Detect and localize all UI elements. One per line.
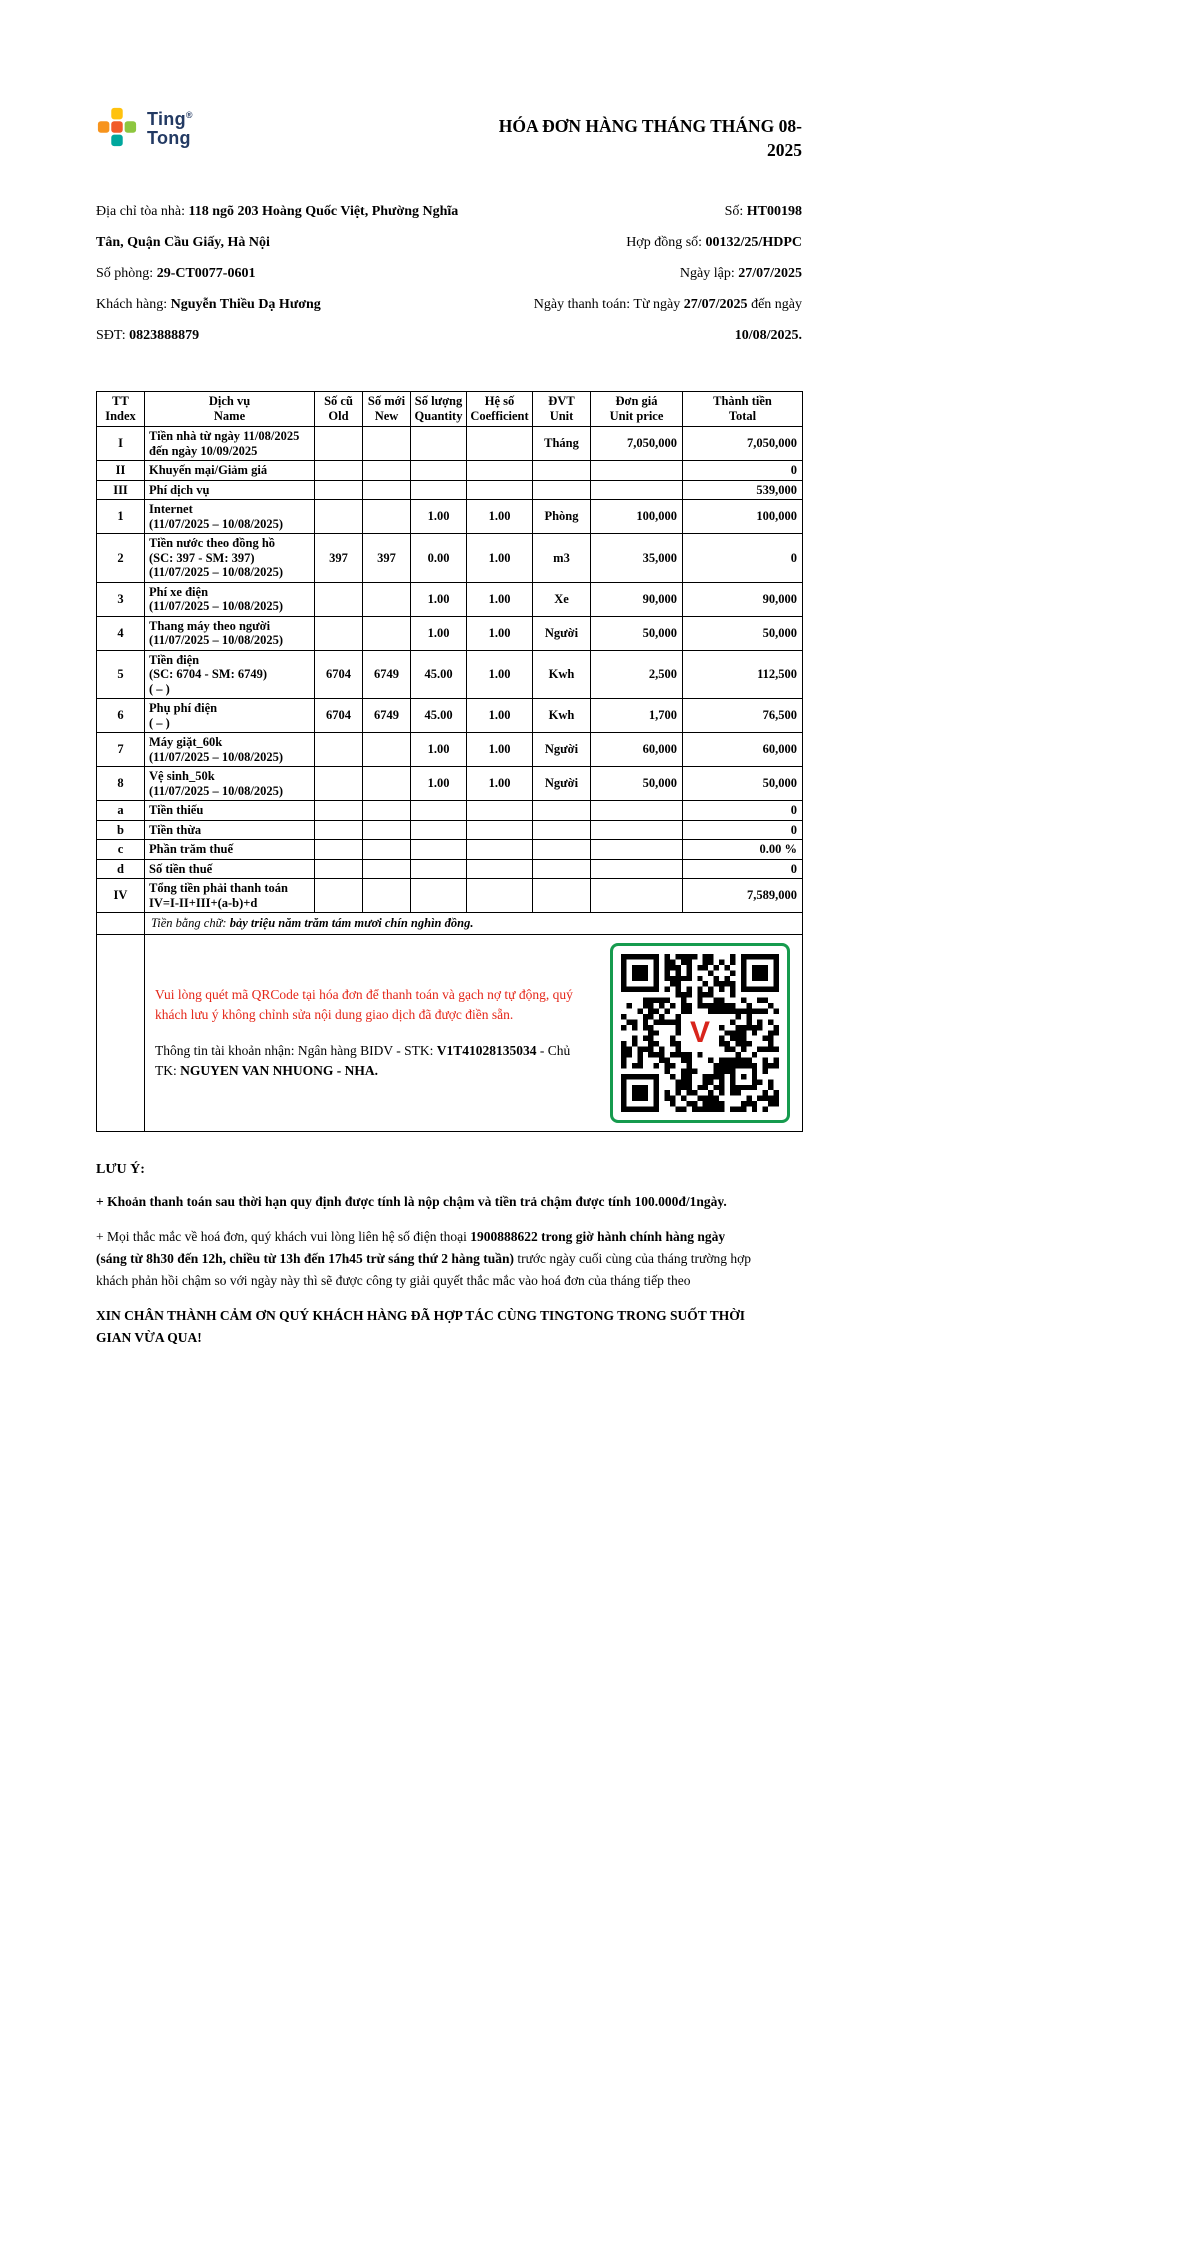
- cell-new: [363, 461, 411, 481]
- invoice-document: [96, 106, 802, 1349]
- payment-qr-code: [610, 943, 790, 1123]
- text-run: V1T41028135034: [436, 1042, 537, 1058]
- room-number-line: [96, 258, 488, 289]
- amount-in-words: [145, 913, 803, 935]
- cell-qty: 1.00: [411, 733, 467, 767]
- cell-price: 2,500: [591, 650, 683, 699]
- cell-old: [315, 582, 363, 616]
- cell-unit: Kwh: [533, 650, 591, 699]
- cell-unit: Kwh: [533, 699, 591, 733]
- registered-mark: ®: [185, 110, 193, 120]
- cell-qty: [411, 879, 467, 913]
- cell-coef: 1.00: [467, 767, 533, 801]
- cell-unit: Phòng: [533, 500, 591, 534]
- cell-old: [315, 801, 363, 821]
- text-line: 2025: [767, 140, 802, 160]
- table-row-II: [97, 461, 803, 481]
- cell-old: [315, 500, 363, 534]
- issue-date-line: [502, 258, 802, 289]
- cell-price: 50,000: [591, 767, 683, 801]
- cell-price: [591, 801, 683, 821]
- qr-center-logo: V: [682, 1015, 718, 1051]
- cell-price: 60,000: [591, 733, 683, 767]
- cell-old: 6704: [315, 699, 363, 733]
- cell-old: [315, 859, 363, 879]
- text-run: NGUYEN VAN NHUONG - NHA.: [180, 1062, 379, 1078]
- text-run: Ngày thanh toán: Từ ngày: [533, 297, 684, 312]
- text-run: 118 ngõ 203 Hoàng Quốc Việt, Phường Nghĩa Tân, Quận Cầu Giấy, Hà Nội: [96, 204, 459, 250]
- cell-total: 60,000: [683, 733, 803, 767]
- qr-section: [145, 934, 803, 1131]
- cell-qty: [411, 820, 467, 840]
- cell-total: 76,500: [683, 699, 803, 733]
- cell-unit: Người: [533, 733, 591, 767]
- text-run: 0823888879: [129, 328, 200, 343]
- column-header-coef: Hệ số Coefficient: [467, 392, 533, 427]
- cell-index: I: [97, 427, 145, 461]
- text-run: 00132/25/HDPC: [705, 235, 802, 250]
- cell-new: [363, 616, 411, 650]
- contract-number-line: [502, 227, 802, 258]
- cell-new: [363, 582, 411, 616]
- cell-index: 3: [97, 582, 145, 616]
- cell-total: 50,000: [683, 616, 803, 650]
- cell-price: 90,000: [591, 582, 683, 616]
- cell-index: d: [97, 859, 145, 879]
- cell-name: Tiền thiếu: [145, 801, 315, 821]
- cell-coef: 1.00: [467, 500, 533, 534]
- invoice-table-header-row: [97, 392, 803, 427]
- cell-qty: [411, 840, 467, 860]
- cell-new: [363, 859, 411, 879]
- tingtong-logo-text: [147, 106, 193, 148]
- cell-name: Máy giặt_60k (11/07/2025 – 10/08/2025): [145, 733, 315, 767]
- cell-name: Phần trăm thuế: [145, 840, 315, 860]
- cell-price: [591, 820, 683, 840]
- cell-index: 4: [97, 616, 145, 650]
- table-row-I: [97, 427, 803, 461]
- invoice-title: [499, 114, 802, 162]
- cell-new: [363, 500, 411, 534]
- qr-row: [97, 934, 803, 1131]
- invoice-table: [96, 391, 803, 1132]
- cell-price: 35,000: [591, 534, 683, 583]
- column-header-tt: TT Index: [97, 392, 145, 427]
- customer-name-line: [96, 289, 488, 320]
- text-run: Địa chỉ tòa nhà:: [96, 204, 189, 219]
- cell-qty: [411, 461, 467, 481]
- cell-old: 397: [315, 534, 363, 583]
- text-run: 29-CT0077-0601: [156, 266, 256, 281]
- column-header-qty: Số lượng Quantity: [411, 392, 467, 427]
- table-row-a: [97, 801, 803, 821]
- cell-old: [315, 879, 363, 913]
- text-run: HT00198: [746, 204, 802, 219]
- cell-unit: [533, 480, 591, 500]
- customer-info: [96, 196, 488, 351]
- cell-total: 0: [683, 820, 803, 840]
- cell-price: [591, 480, 683, 500]
- cell-qty: 0.00: [411, 534, 467, 583]
- cell-total: 0: [683, 801, 803, 821]
- table-row-d: [97, 859, 803, 879]
- cell-name: Tiền nước theo đồng hồ (SC: 397 - SM: 397) (11/07/2025 – 10/08/2025): [145, 534, 315, 583]
- invoice-info: [96, 196, 802, 351]
- cell-index: IV: [97, 879, 145, 913]
- cell-qty: 1.00: [411, 582, 467, 616]
- text-run: 27/07/2025: [683, 297, 748, 312]
- table-row-5: [97, 650, 803, 699]
- cell-name: Thang máy theo người (11/07/2025 – 10/08/2025): [145, 616, 315, 650]
- cell-coef: [467, 820, 533, 840]
- cell-name: Khuyến mại/Giảm giá: [145, 461, 315, 481]
- cell-coef: 1.00: [467, 699, 533, 733]
- cell-total: 112,500: [683, 650, 803, 699]
- cell-total: 0.00 %: [683, 840, 803, 860]
- cell-name: Số tiền thuế: [145, 859, 315, 879]
- cell-old: [315, 840, 363, 860]
- cell-unit: [533, 801, 591, 821]
- cell-index: III: [97, 480, 145, 500]
- cell-coef: [467, 801, 533, 821]
- cell-coef: [467, 879, 533, 913]
- cell-coef: [467, 480, 533, 500]
- column-header-unit: ĐVT Unit: [533, 392, 591, 427]
- column-header-name: Dịch vụ Name: [145, 392, 315, 427]
- cell-old: [315, 616, 363, 650]
- cell-index: 1: [97, 500, 145, 534]
- cell-unit: [533, 461, 591, 481]
- column-header-total: Thành tiền Total: [683, 392, 803, 427]
- text-run: SĐT:: [96, 328, 130, 343]
- cell-new: 397: [363, 534, 411, 583]
- cell-total: 539,000: [683, 480, 803, 500]
- phone-line: [96, 320, 488, 351]
- empty-index-cell: [97, 913, 145, 935]
- cell-index: 8: [97, 767, 145, 801]
- cell-name: Phí xe điện (11/07/2025 – 10/08/2025): [145, 582, 315, 616]
- text-run: 1900888622 trong giờ hành chính hàng ngày (sáng từ 8h30 đến 12h, chiều từ 13h đến 17h45 trừ sáng thứ 2 hàng tuần): [96, 1228, 726, 1266]
- column-header-old: Số cũ Old: [315, 392, 363, 427]
- cell-price: 50,000: [591, 616, 683, 650]
- cell-index: a: [97, 801, 145, 821]
- cell-name: Tổng tiền phải thanh toán IV=I-II+III+(a-b)+d: [145, 879, 315, 913]
- cell-unit: Xe: [533, 582, 591, 616]
- cell-qty: [411, 859, 467, 879]
- cell-index: 2: [97, 534, 145, 583]
- late-payment-note: + Khoản thanh toán sau thời hạn quy định được tính là nộp chậm và tiền trả chậm được tính 100.000đ/1ngày.: [96, 1193, 727, 1209]
- cell-total: 7,050,000: [683, 427, 803, 461]
- cell-total: 0: [683, 534, 803, 583]
- cell-old: 6704: [315, 650, 363, 699]
- table-row-b: [97, 820, 803, 840]
- cell-name: Phí dịch vụ: [145, 480, 315, 500]
- cell-old: [315, 767, 363, 801]
- cell-qty: 45.00: [411, 699, 467, 733]
- cell-new: [363, 840, 411, 860]
- cell-new: 6749: [363, 699, 411, 733]
- cell-new: [363, 480, 411, 500]
- table-row-6: [97, 699, 803, 733]
- cell-coef: 1.00: [467, 582, 533, 616]
- table-row-IV: [97, 879, 803, 913]
- cell-coef: [467, 461, 533, 481]
- payment-period-line: [502, 289, 802, 351]
- invoice-header: [96, 106, 802, 162]
- cell-unit: [533, 859, 591, 879]
- cell-index: b: [97, 820, 145, 840]
- cell-price: 100,000: [591, 500, 683, 534]
- cell-old: [315, 461, 363, 481]
- cell-new: [363, 820, 411, 840]
- text-run: Số phòng:: [96, 266, 157, 281]
- cell-name: Phụ phí điện ( – ): [145, 699, 315, 733]
- thank-you-note: XIN CHÂN THÀNH CẢM ƠN QUÝ KHÁCH HÀNG ĐÃ HỢP TÁC CÙNG TINGTONG TRONG SUỐT THỜI GIAN VỪA QUA!: [96, 1307, 745, 1345]
- cell-qty: 45.00: [411, 650, 467, 699]
- text-run: + Mọi thắc mắc về hoá đơn, quý khách vui lòng liên hệ số điện thoại: [96, 1228, 471, 1244]
- amount-in-words-label: Tiền bằng chữ:: [151, 916, 230, 930]
- cell-total: 50,000: [683, 767, 803, 801]
- text-run: Thông tin tài khoản nhận: Ngân hàng BIDV - STK:: [155, 1042, 437, 1058]
- cell-name: Vệ sinh_50k (11/07/2025 – 10/08/2025): [145, 767, 315, 801]
- hotline-note: [96, 1226, 758, 1292]
- cell-coef: 1.00: [467, 616, 533, 650]
- text-run: 10/08/2025.: [734, 328, 802, 343]
- cell-price: [591, 461, 683, 481]
- cell-name: Tiền điện (SC: 6704 - SM: 6749) ( – ): [145, 650, 315, 699]
- table-row-III: [97, 480, 803, 500]
- text-run: Ngày lập:: [679, 266, 739, 281]
- cell-price: 7,050,000: [591, 427, 683, 461]
- cell-name: Internet (11/07/2025 – 10/08/2025): [145, 500, 315, 534]
- cell-old: [315, 427, 363, 461]
- empty-index-cell: [97, 934, 145, 1131]
- cell-unit: [533, 820, 591, 840]
- cell-qty: 1.00: [411, 500, 467, 534]
- cell-new: [363, 427, 411, 461]
- text-run: Nguyễn Thiều Dạ Hương: [170, 297, 321, 312]
- cell-coef: 1.00: [467, 534, 533, 583]
- table-row-4: [97, 616, 803, 650]
- cell-unit: m3: [533, 534, 591, 583]
- invoice-number-line: [502, 196, 802, 227]
- cell-unit: [533, 879, 591, 913]
- text-run: - Chủ TK:: [155, 1042, 571, 1078]
- table-row-3: [97, 582, 803, 616]
- text-run: 27/07/2025: [738, 266, 802, 281]
- cell-new: [363, 767, 411, 801]
- text-line: HÓA ĐƠN HÀNG THÁNG THÁNG 08-: [498, 116, 802, 136]
- cell-qty: 1.00: [411, 767, 467, 801]
- cell-coef: 1.00: [467, 733, 533, 767]
- logo-word-ting: Ting: [147, 109, 186, 129]
- table-row-7: [97, 733, 803, 767]
- text-run: Khách hàng:: [96, 297, 171, 312]
- cell-total: 0: [683, 859, 803, 879]
- column-header-new: Số mới New: [363, 392, 411, 427]
- invoice-meta: [502, 196, 802, 351]
- cell-coef: [467, 427, 533, 461]
- notes-heading: LƯU Ý:: [96, 1161, 145, 1177]
- cell-qty: [411, 427, 467, 461]
- cell-qty: 1.00: [411, 616, 467, 650]
- cell-unit: Người: [533, 616, 591, 650]
- cell-total: 90,000: [683, 582, 803, 616]
- cell-old: [315, 733, 363, 767]
- cell-new: [363, 801, 411, 821]
- amount-in-words-value: bảy triệu năm trăm tám mươi chín nghìn đồng.: [229, 916, 474, 930]
- cell-index: 7: [97, 733, 145, 767]
- cell-price: [591, 859, 683, 879]
- cell-index: c: [97, 840, 145, 860]
- logo-text-line1: [147, 106, 193, 129]
- text-run: Số:: [724, 204, 747, 219]
- cell-qty: [411, 801, 467, 821]
- payment-instructions: [155, 985, 593, 1081]
- cell-new: 6749: [363, 650, 411, 699]
- cell-index: II: [97, 461, 145, 481]
- table-row-8: [97, 767, 803, 801]
- footer-notes: [96, 1162, 758, 1349]
- building-address-line: [96, 196, 488, 258]
- amount-in-words-row: [97, 913, 803, 935]
- cell-unit: Người: [533, 767, 591, 801]
- cell-price: [591, 879, 683, 913]
- cell-total: 100,000: [683, 500, 803, 534]
- tingtong-logo: [96, 106, 193, 148]
- invoice-table-footer: [97, 913, 803, 1132]
- logo-word-tong: Tong: [147, 128, 191, 148]
- cell-new: [363, 733, 411, 767]
- text-run: trước ngày cuối cùng của tháng trường hợp khách phản hồi chậm so với ngày này thì sẽ được công ty giải quyết thắc mắc vào hoá đơn của tháng tiếp theo: [96, 1250, 751, 1288]
- bank-account-info: [155, 1041, 593, 1081]
- qr-scan-notice: Vui lòng quét mã QRCode tại hóa đơn để thanh toán và gạch nợ tự động, quý khách lưu ý không chỉnh sửa nội dung giao dịch đã được điền sẵn.: [155, 986, 573, 1022]
- cell-unit: Tháng: [533, 427, 591, 461]
- cell-unit: [533, 840, 591, 860]
- cell-old: [315, 480, 363, 500]
- cell-index: 5: [97, 650, 145, 699]
- table-row-2: [97, 534, 803, 583]
- cell-index: 6: [97, 699, 145, 733]
- cell-new: [363, 879, 411, 913]
- tingtong-logo-icon: [96, 106, 138, 148]
- cell-total: 0: [683, 461, 803, 481]
- cell-name: Tiền thừa: [145, 820, 315, 840]
- cell-name: Tiền nhà từ ngày 11/08/2025 đến ngày 10/09/2025: [145, 427, 315, 461]
- text-run: đến ngày: [747, 297, 802, 312]
- cell-price: [591, 840, 683, 860]
- qr-section-layout: [155, 943, 792, 1123]
- cell-coef: [467, 840, 533, 860]
- cell-qty: [411, 480, 467, 500]
- cell-total: 7,589,000: [683, 879, 803, 913]
- table-row-1: [97, 500, 803, 534]
- cell-coef: [467, 859, 533, 879]
- cell-price: 1,700: [591, 699, 683, 733]
- column-header-price: Đơn giá Unit price: [591, 392, 683, 427]
- invoice-table-body: [97, 427, 803, 913]
- text-run: Hợp đồng số:: [626, 235, 706, 250]
- table-row-c: [97, 840, 803, 860]
- cell-old: [315, 820, 363, 840]
- cell-coef: 1.00: [467, 650, 533, 699]
